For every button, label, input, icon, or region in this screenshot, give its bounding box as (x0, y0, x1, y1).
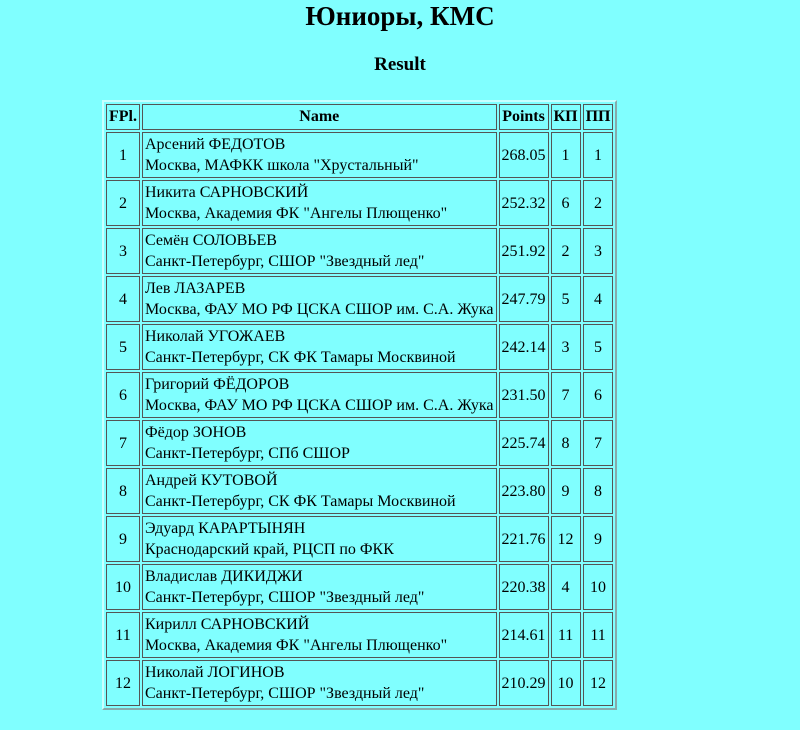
cell-pp: 4 (583, 276, 614, 322)
skater-name: Эдуард КАРАРТЫНЯН (145, 520, 306, 537)
cell-place: 5 (106, 324, 140, 370)
cell-points: 252.32 (499, 180, 549, 226)
section-title: Result (374, 54, 426, 75)
table-row (106, 324, 613, 370)
cell-place: 7 (106, 420, 140, 466)
skater-name: Николай УГОЖАЕВ (145, 328, 286, 345)
skater-name: Андрей КУТОВОЙ (145, 472, 278, 489)
cell-place: 4 (106, 276, 140, 322)
cell-points: 214.61 (499, 612, 549, 658)
cell-pp: 1 (583, 132, 614, 178)
table-row (106, 372, 613, 418)
results-table (102, 100, 617, 710)
cell-pp: 11 (583, 612, 614, 658)
cell-kp: 1 (551, 132, 581, 178)
header-kp: КП (551, 104, 581, 130)
cell-name (142, 132, 497, 178)
cell-points: 247.79 (499, 276, 549, 322)
skater-club: Санкт-Петербург, СШОР "Звездный лед" (145, 253, 425, 270)
table-row (106, 180, 613, 226)
skater-club: Москва, МАФКК школа "Хрустальный" (145, 157, 419, 174)
cell-place: 2 (106, 180, 140, 226)
skater-club: Москва, ФАУ МО РФ ЦСКА СШОР им. С.А. Жука (145, 397, 494, 414)
cell-points: 221.76 (499, 516, 549, 562)
skater-name: Никита САРНОВСКИЙ (145, 184, 309, 201)
skater-club: Санкт-Петербург, СК ФК Тамары Москвиной (145, 493, 456, 510)
cell-kp: 2 (551, 228, 581, 274)
table-row (106, 468, 613, 514)
table-row (106, 516, 613, 562)
cell-place: 9 (106, 516, 140, 562)
skater-club: Краснодарский край, РЦСП по ФКК (145, 541, 394, 558)
header-row (106, 104, 613, 130)
cell-name (142, 276, 497, 322)
cell-pp: 10 (583, 564, 614, 610)
cell-kp: 9 (551, 468, 581, 514)
cell-name (142, 468, 497, 514)
cell-name (142, 372, 497, 418)
cell-kp: 8 (551, 420, 581, 466)
cell-kp: 4 (551, 564, 581, 610)
cell-points: 223.80 (499, 468, 549, 514)
cell-pp: 8 (583, 468, 614, 514)
cell-pp: 9 (583, 516, 614, 562)
table-row (106, 228, 613, 274)
cell-kp: 5 (551, 276, 581, 322)
skater-name: Кирилл САРНОВСКИЙ (145, 616, 310, 633)
cell-kp: 10 (551, 660, 581, 706)
cell-name (142, 564, 497, 610)
cell-place: 10 (106, 564, 140, 610)
skater-club: Москва, ФАУ МО РФ ЦСКА СШОР им. С.А. Жука (145, 301, 494, 318)
table-row (106, 660, 613, 706)
cell-pp: 2 (583, 180, 614, 226)
cell-points: 251.92 (499, 228, 549, 274)
cell-kp: 3 (551, 324, 581, 370)
table-row (106, 564, 613, 610)
header-name: Name (142, 104, 497, 130)
cell-points: 268.05 (499, 132, 549, 178)
cell-name (142, 660, 497, 706)
header-points: Points (499, 104, 549, 130)
skater-club: Санкт-Петербург, СПб СШОР (145, 445, 350, 462)
table-row (106, 132, 613, 178)
cell-place: 6 (106, 372, 140, 418)
cell-points: 242.14 (499, 324, 549, 370)
cell-points: 231.50 (499, 372, 549, 418)
skater-name: Семён СОЛОВЬЕВ (145, 232, 277, 249)
cell-pp: 3 (583, 228, 614, 274)
cell-place: 3 (106, 228, 140, 274)
cell-place: 12 (106, 660, 140, 706)
table-row (106, 612, 613, 658)
skater-club: Санкт-Петербург, СШОР "Звездный лед" (145, 685, 425, 702)
skater-name: Лев ЛАЗАРЕВ (145, 280, 246, 297)
cell-place: 11 (106, 612, 140, 658)
skater-name: Григорий ФЁДОРОВ (145, 376, 290, 393)
cell-name (142, 228, 497, 274)
cell-name (142, 180, 497, 226)
skater-club: Москва, Академия ФК "Ангелы Плющенко" (145, 205, 448, 222)
header-pp: ПП (583, 104, 614, 130)
skater-name: Фёдор ЗОНОВ (145, 424, 247, 441)
cell-name (142, 420, 497, 466)
cell-place: 8 (106, 468, 140, 514)
skater-club: Санкт-Петербург, СШОР "Звездный лед" (145, 589, 425, 606)
page-title: Юниоры, КМС (305, 1, 495, 31)
cell-points: 220.38 (499, 564, 549, 610)
cell-points: 210.29 (499, 660, 549, 706)
skater-name: Николай ЛОГИНОВ (145, 664, 285, 681)
table-row (106, 276, 613, 322)
cell-place: 1 (106, 132, 140, 178)
cell-points: 225.74 (499, 420, 549, 466)
cell-name (142, 516, 497, 562)
table-row (106, 420, 613, 466)
cell-name (142, 324, 497, 370)
header-place: FPl. (106, 104, 140, 130)
cell-pp: 5 (583, 324, 614, 370)
cell-pp: 7 (583, 420, 614, 466)
cell-kp: 7 (551, 372, 581, 418)
cell-kp: 12 (551, 516, 581, 562)
skater-name: Арсений ФЕДОТОВ (145, 136, 286, 153)
cell-name (142, 612, 497, 658)
cell-pp: 6 (583, 372, 614, 418)
cell-pp: 12 (583, 660, 614, 706)
skater-name: Владислав ДИКИДЖИ (145, 568, 303, 585)
skater-club: Москва, Академия ФК "Ангелы Плющенко" (145, 637, 448, 654)
skater-club: Санкт-Петербург, СК ФК Тамары Москвиной (145, 349, 456, 366)
cell-kp: 6 (551, 180, 581, 226)
cell-kp: 11 (551, 612, 581, 658)
